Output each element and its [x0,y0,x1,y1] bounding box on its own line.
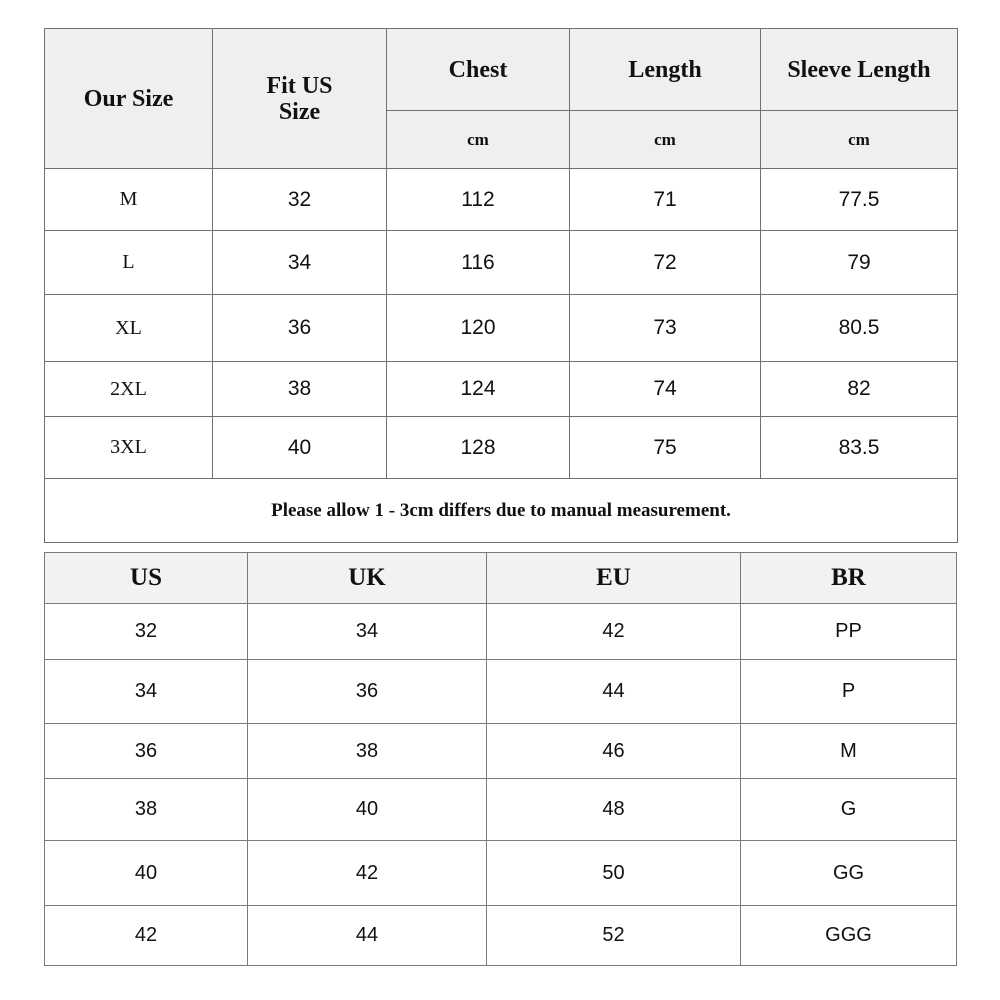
eu-cell: 52 [487,906,741,966]
fit-us-cell: 36 [213,295,387,362]
our-size-cell: L [45,231,213,295]
chest-cell: 112 [387,169,570,231]
table-row [45,362,958,417]
header-br: BR [741,553,957,604]
table-row [45,604,957,660]
table-row [45,906,957,966]
table-row [45,295,958,362]
br-cell: G [741,779,957,841]
table-row [45,417,958,479]
us-cell: 40 [45,841,248,906]
uk-cell: 36 [248,660,487,724]
sleeve-cell: 77.5 [761,169,958,231]
length-cell: 71 [570,169,761,231]
header-sleeve-unit: cm [761,111,958,169]
sleeve-cell: 82 [761,362,958,417]
eu-cell: 46 [487,724,741,779]
us-cell: 32 [45,604,248,660]
table-row [45,660,957,724]
header-fit-us-size-label: Fit US Size [266,72,333,125]
br-cell: M [741,724,957,779]
chest-cell: 124 [387,362,570,417]
table-row [45,841,957,906]
size-conversion-table [44,552,957,966]
us-cell: 42 [45,906,248,966]
fit-us-cell: 38 [213,362,387,417]
conversion-header [45,553,957,604]
uk-cell: 34 [248,604,487,660]
header-chest-unit: cm [387,111,570,169]
us-cell: 36 [45,724,248,779]
length-cell: 73 [570,295,761,362]
table-row [45,231,958,295]
br-cell: GGG [741,906,957,966]
uk-cell: 38 [248,724,487,779]
our-size-cell: XL [45,295,213,362]
br-cell: PP [741,604,957,660]
sleeve-cell: 79 [761,231,958,295]
chest-cell: 128 [387,417,570,479]
chest-cell: 120 [387,295,570,362]
chest-cell: 116 [387,231,570,295]
us-cell: 34 [45,660,248,724]
uk-cell: 42 [248,841,487,906]
sleeve-cell: 80.5 [761,295,958,362]
header-eu: EU [487,553,741,604]
our-size-cell: M [45,169,213,231]
fit-us-cell: 32 [213,169,387,231]
conversion-body [45,604,957,966]
eu-cell: 44 [487,660,741,724]
our-size-cell: 2XL [45,362,213,417]
fit-us-cell: 40 [213,417,387,479]
header-length-unit: cm [570,111,761,169]
length-cell: 74 [570,362,761,417]
eu-cell: 42 [487,604,741,660]
size-chart-table [44,28,958,543]
length-cell: 75 [570,417,761,479]
us-cell: 38 [45,779,248,841]
measurement-note: Please allow 1 - 3cm differs due to manual measurement. [45,479,958,543]
header-chest: Chest [387,29,570,111]
table-row [45,169,958,231]
eu-cell: 50 [487,841,741,906]
header-fit-us-size [213,29,387,169]
header-sleeve-length: Sleeve Length [761,29,958,111]
eu-cell: 48 [487,779,741,841]
header-length: Length [570,29,761,111]
length-cell: 72 [570,231,761,295]
br-cell: P [741,660,957,724]
size-chart-body [45,169,958,543]
fit-us-cell: 34 [213,231,387,295]
uk-cell: 44 [248,906,487,966]
header-uk: UK [248,553,487,604]
uk-cell: 40 [248,779,487,841]
table-row [45,779,957,841]
header-us: US [45,553,248,604]
sleeve-cell: 83.5 [761,417,958,479]
size-chart-header [45,29,958,169]
table-row [45,724,957,779]
br-cell: GG [741,841,957,906]
our-size-cell: 3XL [45,417,213,479]
header-our-size: Our Size [45,29,213,169]
